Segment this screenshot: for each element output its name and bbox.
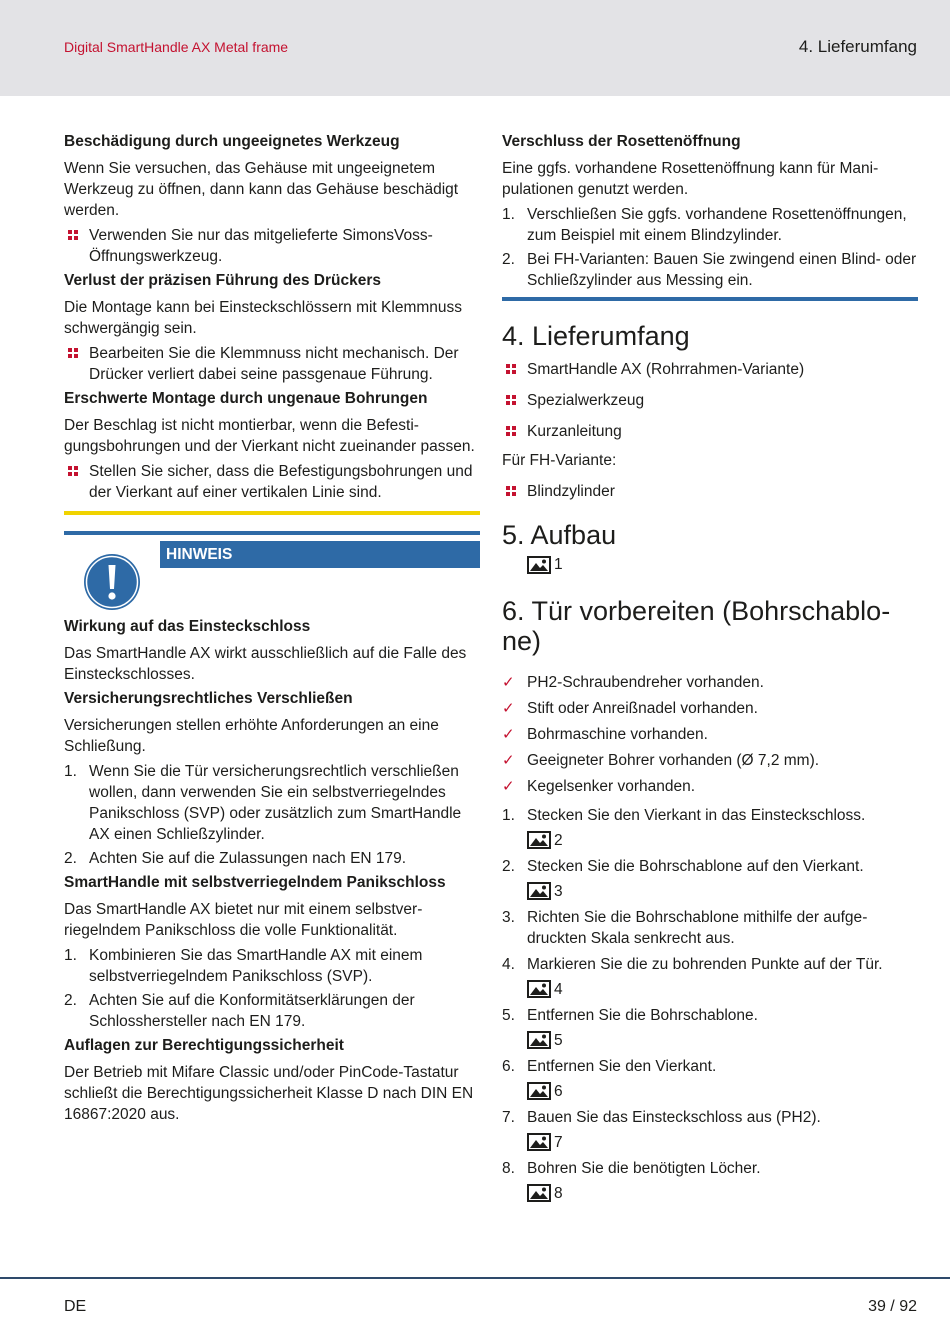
notice-top-bar xyxy=(64,531,480,535)
list-item: Bearbeiten Sie die Klemmnuss nicht mechanisch. Der Drücker verliert dabei seine passgenaue Führung. xyxy=(64,343,480,385)
list-item: 2. Achten Sie auf die Konformitätserklärungen der Schlosshersteller nach EN 179. xyxy=(64,992,415,1030)
list-item: 1. Wenn Sie die Tür versicherungsrechtlich verschließen wollen, dann verwenden Sie ein selbstverriegelndes Panikschloss (SVP) oder zusätzlich zum SmartHandle AX einen Schließzylinder. xyxy=(64,763,462,843)
paragraph: Versicherungen stellen erhöhte Anforderungen an eine Schließung. xyxy=(64,717,439,755)
image-icon xyxy=(527,980,551,998)
list-item: Spezialwerkzeug xyxy=(502,390,918,411)
list-item: ✓ PH2-Schraubendreher vorhanden. xyxy=(502,674,764,691)
bullet-list xyxy=(502,359,918,442)
list-item: 4. Markieren Sie die zu bohrenden Punkte auf der Tür. 4 xyxy=(502,954,918,1000)
right-column xyxy=(502,128,918,1209)
section-heading: SmartHandle mit selbstverriegelndem Panikschloss xyxy=(64,874,446,891)
list-item: 2. Achten Sie auf die Zulassungen nach EN 179. xyxy=(64,850,407,867)
section-heading: Verlust der präzisen Führung des Drückers xyxy=(64,272,381,289)
bullet-list xyxy=(64,225,480,267)
paragraph: Wenn Sie versuchen, das Gehäuse mit ungeeignetem Werkzeug zu öffnen, dann kann das Gehäuse beschädigt werden. xyxy=(64,160,459,219)
figure-reference: 8 xyxy=(527,1182,918,1204)
list-item: Verwenden Sie nur das mitgelieferte SimonsVoss-Öffnungswerkzeug. xyxy=(64,225,480,267)
page-number: 39 / 92 xyxy=(868,1298,917,1315)
figure-reference: 2 xyxy=(527,829,918,851)
section-heading: Auflagen zur Berechtigungssicherheit xyxy=(64,1037,344,1054)
paragraph: Eine ggfs. vorhandene Rosettenöffnung kann für Manipulationen genutzt werden. xyxy=(502,160,879,198)
chapter-title: 4. Lieferumfang xyxy=(798,37,917,56)
paragraph: Die Montage kann bei Einsteckschlössern mit Klemmnuss schwergängig sein. xyxy=(64,299,463,337)
paragraph: Das SmartHandle AX wirkt ausschließlich auf die Falle des Einsteckschlosses. xyxy=(64,645,467,683)
image-icon xyxy=(527,1133,551,1151)
section-divider xyxy=(502,297,918,301)
list-item: SmartHandle AX (Rohrrahmen-Variante) xyxy=(502,359,918,380)
list-item: Kurzanleitung xyxy=(502,421,918,442)
paragraph: Das SmartHandle AX bietet nur mit einem selbstverriegelndem Panikschloss die volle Funktionalität. xyxy=(64,901,423,939)
list-item: 3. Richten Sie die Bohrschablone mithilfe der aufgedruckten Skala senkrecht aus. xyxy=(502,909,868,947)
image-icon xyxy=(527,882,551,900)
product-title: Digital SmartHandle AX Metal frame xyxy=(64,39,289,55)
footer-divider xyxy=(0,1277,950,1279)
chapter-heading: 4. Lieferumfang xyxy=(502,321,690,351)
list-item: 6. Entfernen Sie den Vierkant. 6 xyxy=(502,1056,918,1102)
checkmark-icon: ✓ xyxy=(502,674,515,691)
image-icon xyxy=(527,831,551,849)
figure-reference: 5 xyxy=(527,1029,918,1051)
list-item: 2. Stecken Sie die Bohrschablone auf den Vierkant. 3 xyxy=(502,856,918,902)
numbered-list xyxy=(502,805,918,1204)
red-square-bullet-icon xyxy=(506,486,517,497)
bullet-list xyxy=(502,481,918,502)
section-heading: Versicherungsrechtliches Verschließen xyxy=(64,690,353,707)
image-icon xyxy=(527,1082,551,1100)
list-item: ✓ Kegelsenker vorhanden. xyxy=(502,778,696,795)
red-square-bullet-icon xyxy=(68,348,79,359)
checkmark-icon: ✓ xyxy=(502,778,515,795)
list-item: ✓ Stift oder Anreißnadel vorhanden. xyxy=(502,700,758,717)
list-item: 7. Bauen Sie das Einsteckschloss aus (PH2). 7 xyxy=(502,1107,918,1153)
paragraph: Der Betrieb mit Mifare Classic und/oder PinCode-Tastatur schließt die Berechtigungssicherheit Klasse D nach DIN EN 16867:2020 aus. xyxy=(64,1064,474,1123)
notice-label: HINWEIS xyxy=(160,541,480,568)
left-column xyxy=(64,128,480,1125)
bullet-list xyxy=(64,461,480,503)
red-square-bullet-icon xyxy=(506,426,517,437)
figure-reference: 6 xyxy=(527,1080,918,1102)
image-icon xyxy=(527,1031,551,1049)
red-square-bullet-icon xyxy=(506,364,517,375)
numbered-list xyxy=(64,761,480,869)
warning-divider xyxy=(64,511,480,515)
section-heading: Wirkung auf das Einsteckschloss xyxy=(64,618,311,635)
checkmark-icon: ✓ xyxy=(502,752,515,769)
exclamation-icon xyxy=(83,553,141,611)
list-item: 1. Verschließen Sie ggfs. vorhandene Rosettenöffnungen, zum Beispiel mit einem Blindzylinder. xyxy=(502,206,907,244)
checkmark-icon: ✓ xyxy=(502,726,515,743)
section-heading: Beschädigung durch ungeeignetes Werkzeug xyxy=(64,133,400,150)
list-item: 5. Entfernen Sie die Bohrschablone. 5 xyxy=(502,1005,918,1051)
checklist xyxy=(502,672,918,797)
numbered-list xyxy=(502,204,918,291)
section-heading: Verschluss der Rosettenöffnung xyxy=(502,133,741,150)
bullet-list xyxy=(64,343,480,385)
paragraph: Der Beschlag ist nicht montierbar, wenn die Befestigungsbohrungen und der Vierkant nicht zueinander passen. xyxy=(64,417,475,455)
chapter-heading: 5. Aufbau xyxy=(502,520,617,550)
list-item: Blindzylinder xyxy=(502,481,918,502)
list-item: ✓ Geeigneter Bohrer vorhanden (Ø 7,2 mm). xyxy=(502,752,820,769)
figure-reference: 7 xyxy=(527,1131,918,1153)
list-item: ✓ Bohrmaschine vorhanden. xyxy=(502,726,708,743)
list-item: 8. Bohren Sie die benötigten Löcher. 8 xyxy=(502,1158,918,1204)
list-item: 1. Kombinieren Sie das SmartHandle AX mit einem selbstverriegelndem Panikschloss (SVP). xyxy=(64,947,423,985)
chapter-heading: 6. Tür vorbereiten (Bohrschablone) xyxy=(502,596,891,656)
image-icon xyxy=(527,1184,551,1202)
checkmark-icon: ✓ xyxy=(502,700,515,717)
list-item: 2. Bei FH-Varianten: Bauen Sie zwingend einen Blind- oder Schließzylinder aus Messing ein. xyxy=(502,251,917,289)
figure-reference: 1 xyxy=(527,554,918,576)
footer-language: DE xyxy=(64,1298,87,1315)
notice-box xyxy=(64,531,480,613)
list-item: Stellen Sie sicher, dass die Befestigungsbohrungen und der Vierkant auf einer vertikalen Linie sind. xyxy=(64,461,480,503)
list-item: 1. Stecken Sie den Vierkant in das Einsteckschloss. 2 xyxy=(502,805,918,851)
section-heading: Erschwerte Montage durch ungenaue Bohrungen xyxy=(64,390,428,407)
figure-reference: 3 xyxy=(527,880,918,902)
image-icon xyxy=(527,556,551,574)
numbered-list xyxy=(64,945,480,1032)
figure-reference: 4 xyxy=(527,978,918,1000)
paragraph: Für FH-Variante: xyxy=(502,452,617,469)
page-header xyxy=(0,0,950,96)
red-square-bullet-icon xyxy=(68,230,79,241)
red-square-bullet-icon xyxy=(68,466,79,477)
red-square-bullet-icon xyxy=(506,395,517,406)
